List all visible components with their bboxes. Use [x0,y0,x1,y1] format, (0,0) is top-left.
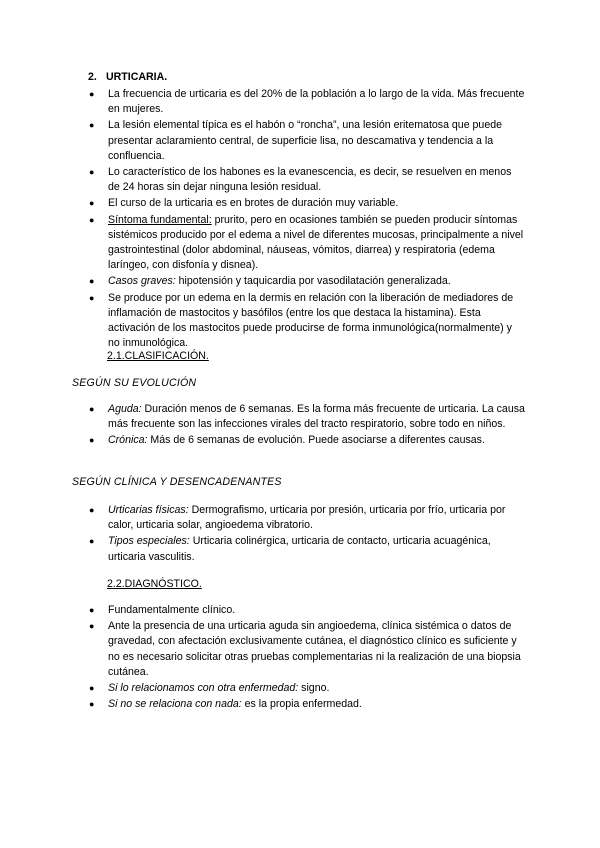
page-title [88,70,167,85]
item-label: Casos graves: [108,275,176,288]
list-item: ● Si no se relaciona con nada: es la propia enfermedad. [88,697,526,712]
section-heading-clasificacion: 2.1.CLASIFICACIÓN. [107,350,209,362]
bullet-icon: ● [89,167,95,178]
list-item: ● Aguda: Duración menos de 6 semanas. Es la forma más frecuente de urticaria. La causa más frecuente son las infecciones virales del tracto respiratorio, sobre todo en niños. [89,403,525,431]
title-text: URTICARIA. [106,71,168,83]
item-label: Si no se relaciona con nada: [108,698,242,711]
bullet-icon: ● [89,699,95,710]
item-label: Urticarias físicas: [108,504,189,516]
subsection-heading-clinica: SEGÚN CLÍNICA Y DESENCADENANTES [72,476,282,488]
bullet-icon: ● [89,214,95,225]
list-item: ● Síntoma fundamental: prurito, pero en ocasiones también se pueden producir síntomas sistémicos producido por el edema a nivel de diferentes mucosas, principalmente a nivel gastrointestinal (dolor abdominal, náuseas, vómitos, diarrea) y respiratoria (edema laríngeo, con disfonía y disnea). [89,213,524,272]
evolucion-list [88,402,526,450]
bullet-icon: ● [89,120,95,131]
title-number: 2. [88,71,97,83]
item-label: Si lo relacionamos con otra enfermedad: [108,682,299,695]
subsection-heading-evolucion: SEGÚN SU EVOLUCIÓN [72,377,197,389]
bullet-icon: ● [89,505,95,515]
bullet-icon: ● [89,89,95,99]
list-item: ● Ante la presencia de una urticaria aguda sin angioedema, clínica sistémica o datos de gravedad, con afectación exclusivamente cutánea, el diagnóstico clínico es suficiente y no es necesario solicitar otras pruebas complementarias ni la realización de una biopsia cutánea. [89,620,521,678]
item-label: Síntoma fundamental: [108,213,212,226]
list-item: ● Casos graves: hipotensión y taquicardia por vasodilatación generalizada. [88,274,526,289]
bullet-icon: ● [89,605,95,615]
list-item: ● Fundamentalmente clínico. [88,603,526,618]
bullet-icon: ● [89,276,95,287]
list-item: ● El curso de la urticaria es en brotes de duración muy variable. [88,196,526,211]
bullet-icon: ● [89,683,95,694]
list-item: ● Crónica: Más de 6 semanas de evolución. Puede asociarse a diferentes causas. [88,433,526,448]
item-label: Crónica: [108,434,148,447]
list-item: ● Tipos especiales: Urticaria colinérgica, urticaria de contacto, urticaria acuagénica, urticaria vasculitis. [89,535,491,563]
bullet-icon: ● [89,536,95,547]
clinica-list [88,503,526,566]
bullet-icon: ● [89,404,95,414]
bullet-icon: ● [89,435,95,446]
list-item: ● Lo característico de los habones es la evanescencia, es decir, se resuelven en menos de 24 horas sin dejar ninguna lesión residual. [89,166,512,194]
item-label: Tipos especiales: [108,535,190,548]
section-heading-diagnostico: 2.2.DIAGNÓSTICO. [107,578,202,590]
bullet-icon: ● [89,292,95,303]
list-item: ● La frecuencia de urticaria es del 20% de la población a lo largo de la vida. Más frecuente en mujeres. [89,88,525,116]
list-item: ● Urticarias físicas: Dermografismo, urticaria por presión, urticaria por frío, urticaria por calor, urticaria solar, angioedema vibratorio. [89,504,506,532]
list-item: ● Si lo relacionamos con otra enfermedad: signo. [88,681,526,696]
list-item: ● Se produce por un edema en la dermis en relación con la liberación de mediadores de inflamación de mastocitos y basófilos (entre los que destaca la histamina). Esta activación de los mastocitos puede producirse de forma inmunológica(normalmente) y no inmunológica. [89,291,514,350]
diagnostico-list [88,603,526,713]
intro-list [88,87,526,352]
item-label: Aguda: [108,403,142,415]
bullet-icon: ● [89,198,95,209]
bullet-icon: ● [89,621,95,632]
list-item: ● La lesión elemental típica es el habón o “roncha”, una lesión eritematosa que puede presentar aclaramiento central, de superficie lisa, no descamativa y tendencia a la confluencia. [89,119,502,162]
